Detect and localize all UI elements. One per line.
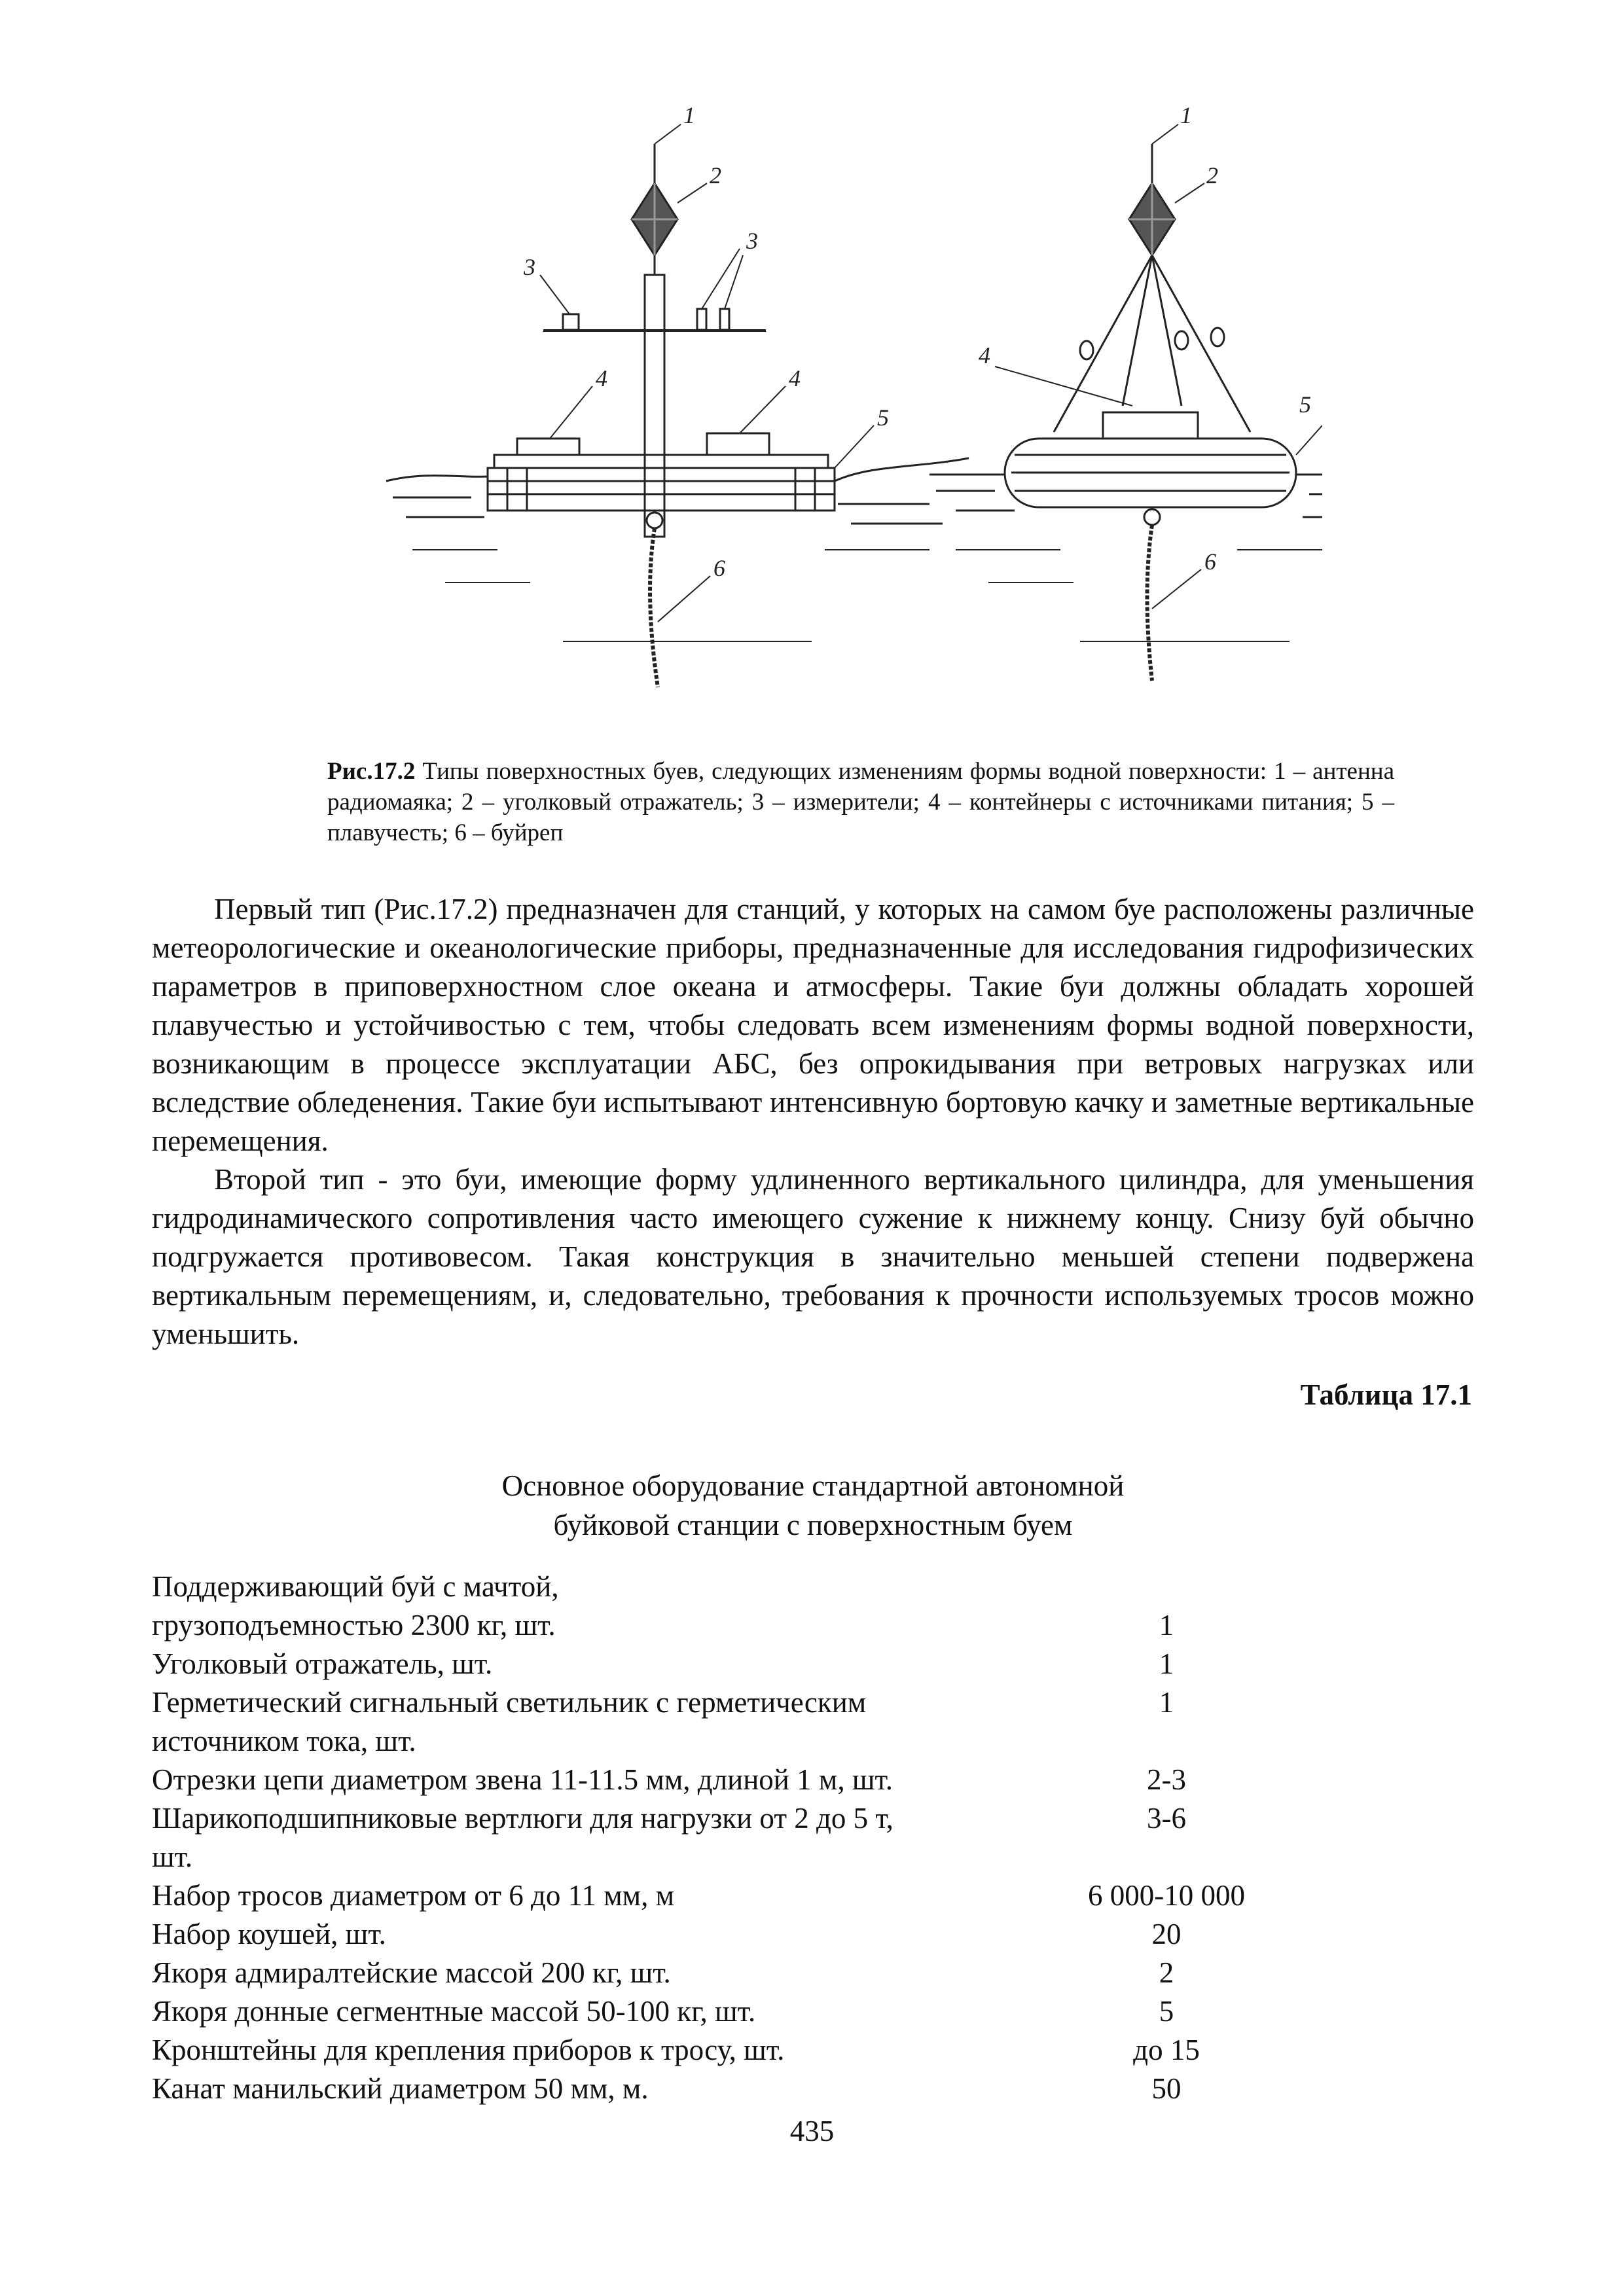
- list-item: [152, 1876, 1474, 1915]
- item-name: Уголковый отражатель, шт.: [152, 1647, 493, 1680]
- right-label-1: 1: [1180, 102, 1192, 128]
- table-label: Таблица 17.1: [1300, 1378, 1472, 1411]
- figure-caption: [327, 756, 1394, 848]
- paragraph-2: Второй тип - это буи, имеющие форму удлиненного вертикального цилиндра, для уменьшения гидродинамического сопротивления часто имеющего сужение к нижнему концу. Снизу буй обычно подгружается противовесом. Такая конструкция в значительно меньшей степени подвержена вертикальным перемещениям, и, следовательно, требования к прочности используемых тросов можно уменьшить.: [152, 1163, 1474, 1350]
- item-qty: до 15: [1133, 2034, 1200, 2066]
- list-item: [152, 1761, 1474, 1799]
- caption-text: Типы поверхностных буев, следующих изменениям формы водной поверхности: 1 – антенна радиомаяка; 2 – уголковый отражатель; 3 – измерители; 4 – контейнеры с источниками питания; 5 – плавучесть; 6 – буйреп: [327, 758, 1394, 846]
- caption-label: Рис.17.2: [327, 758, 416, 785]
- table-title-line-1: Основное оборудование стандартной автономной: [501, 1469, 1125, 1502]
- right-buoy: [929, 124, 1322, 681]
- item-name: Канат манильский диаметром 50 мм, м.: [152, 2072, 649, 2105]
- left-label-2: 2: [710, 162, 721, 188]
- left-label-1: 1: [683, 102, 695, 128]
- left-label-4a: 4: [596, 365, 607, 391]
- list-item: [152, 1606, 1474, 1645]
- item-qty: [1022, 1722, 1310, 1761]
- item-qty: 1: [1159, 1647, 1174, 1680]
- list-item: [152, 2070, 1474, 2108]
- list-item: [152, 1992, 1474, 2031]
- item-qty: [1022, 1838, 1310, 1876]
- list-item: [152, 1722, 1474, 1761]
- table-title-line-2: буйковой станции с поверхностным буем: [553, 1509, 1073, 1541]
- item-qty: 2: [1159, 1956, 1174, 1989]
- item-name: Якоря адмиралтейские массой 200 кг, шт.: [152, 1956, 671, 1989]
- list-item: [152, 1954, 1474, 1992]
- left-label-6: 6: [713, 555, 725, 581]
- buoy-diagram: [367, 98, 1322, 726]
- item-qty: 1: [1159, 1609, 1174, 1641]
- item-name: Шарикоподшипниковые вертлюги для нагрузки от 2 до 5 т,: [152, 1802, 893, 1835]
- list-item: [152, 1838, 1474, 1876]
- left-label-3a: 3: [524, 254, 535, 280]
- list-item: [152, 1915, 1474, 1954]
- paragraph-1: Первый тип (Рис.17.2) предназначен для станций, у которых на самом буе расположены различные метеорологические и океанологические приборы, предназначенные для исследования гидрофизических параметров в приповерхностном слое океана и атмосферы. Такие буи должны обладать хорошей плавучестью и устойчивостью с тем, чтобы следовать всем изменениям формы водной поверхности, возникающим в процессе эксплуатации АБС, без опрокидывания при ветровых нагрузках или вследствие обледенения. Такие буи испытывают интенсивную бортовую качку и заметные вертикальные перемещения.: [152, 893, 1474, 1157]
- right-label-4: 4: [979, 342, 990, 368]
- item-name: Отрезки цепи диаметром звена 11-11.5 мм, длиной 1 м, шт.: [152, 1763, 893, 1796]
- item-name: Кронштейны для крепления приборов к тросу, шт.: [152, 2034, 785, 2066]
- left-label-3b: 3: [746, 228, 758, 254]
- right-label-2: 2: [1206, 162, 1218, 188]
- item-qty: [1022, 1568, 1310, 1606]
- item-qty: 1: [1159, 1686, 1174, 1719]
- item-qty: 3-6: [1147, 1802, 1186, 1835]
- equipment-list: [152, 1568, 1474, 2108]
- list-item: [152, 2031, 1474, 2070]
- item-name: грузоподъемностью 2300 кг, шт.: [152, 1609, 556, 1641]
- item-name: источником тока, шт.: [152, 1725, 416, 1757]
- page-number: 435: [789, 2115, 835, 2147]
- item-name: Набор тросов диаметром от 6 до 11 мм, м: [152, 1879, 675, 1912]
- list-item: [152, 1568, 1474, 1606]
- list-item: [152, 1799, 1474, 1838]
- buoy-figure: [367, 98, 1322, 726]
- item-name: Поддерживающий буй с мачтой,: [152, 1570, 559, 1603]
- table-title: [152, 1466, 1474, 1545]
- item-name: Набор коушей, шт.: [152, 1918, 386, 1950]
- item-qty: 5: [1159, 1995, 1174, 2028]
- list-item: [152, 1683, 1474, 1722]
- item-name: шт.: [152, 1840, 193, 1873]
- right-label-5: 5: [1299, 391, 1311, 418]
- item-name: Якоря донные сегментные массой 50-100 кг, шт.: [152, 1995, 756, 2028]
- item-qty: 50: [1151, 2072, 1182, 2105]
- list-item: [152, 1645, 1474, 1683]
- item-qty: 6 000-10 000: [1088, 1879, 1245, 1912]
- item-name: Герметический сигнальный светильник с герметическим: [152, 1686, 867, 1719]
- item-qty: 20: [1151, 1918, 1182, 1950]
- left-label-4b: 4: [789, 365, 801, 391]
- right-label-6: 6: [1204, 548, 1216, 575]
- item-qty: 2-3: [1147, 1763, 1186, 1796]
- body-text: [152, 890, 1474, 1354]
- left-label-5: 5: [877, 404, 889, 431]
